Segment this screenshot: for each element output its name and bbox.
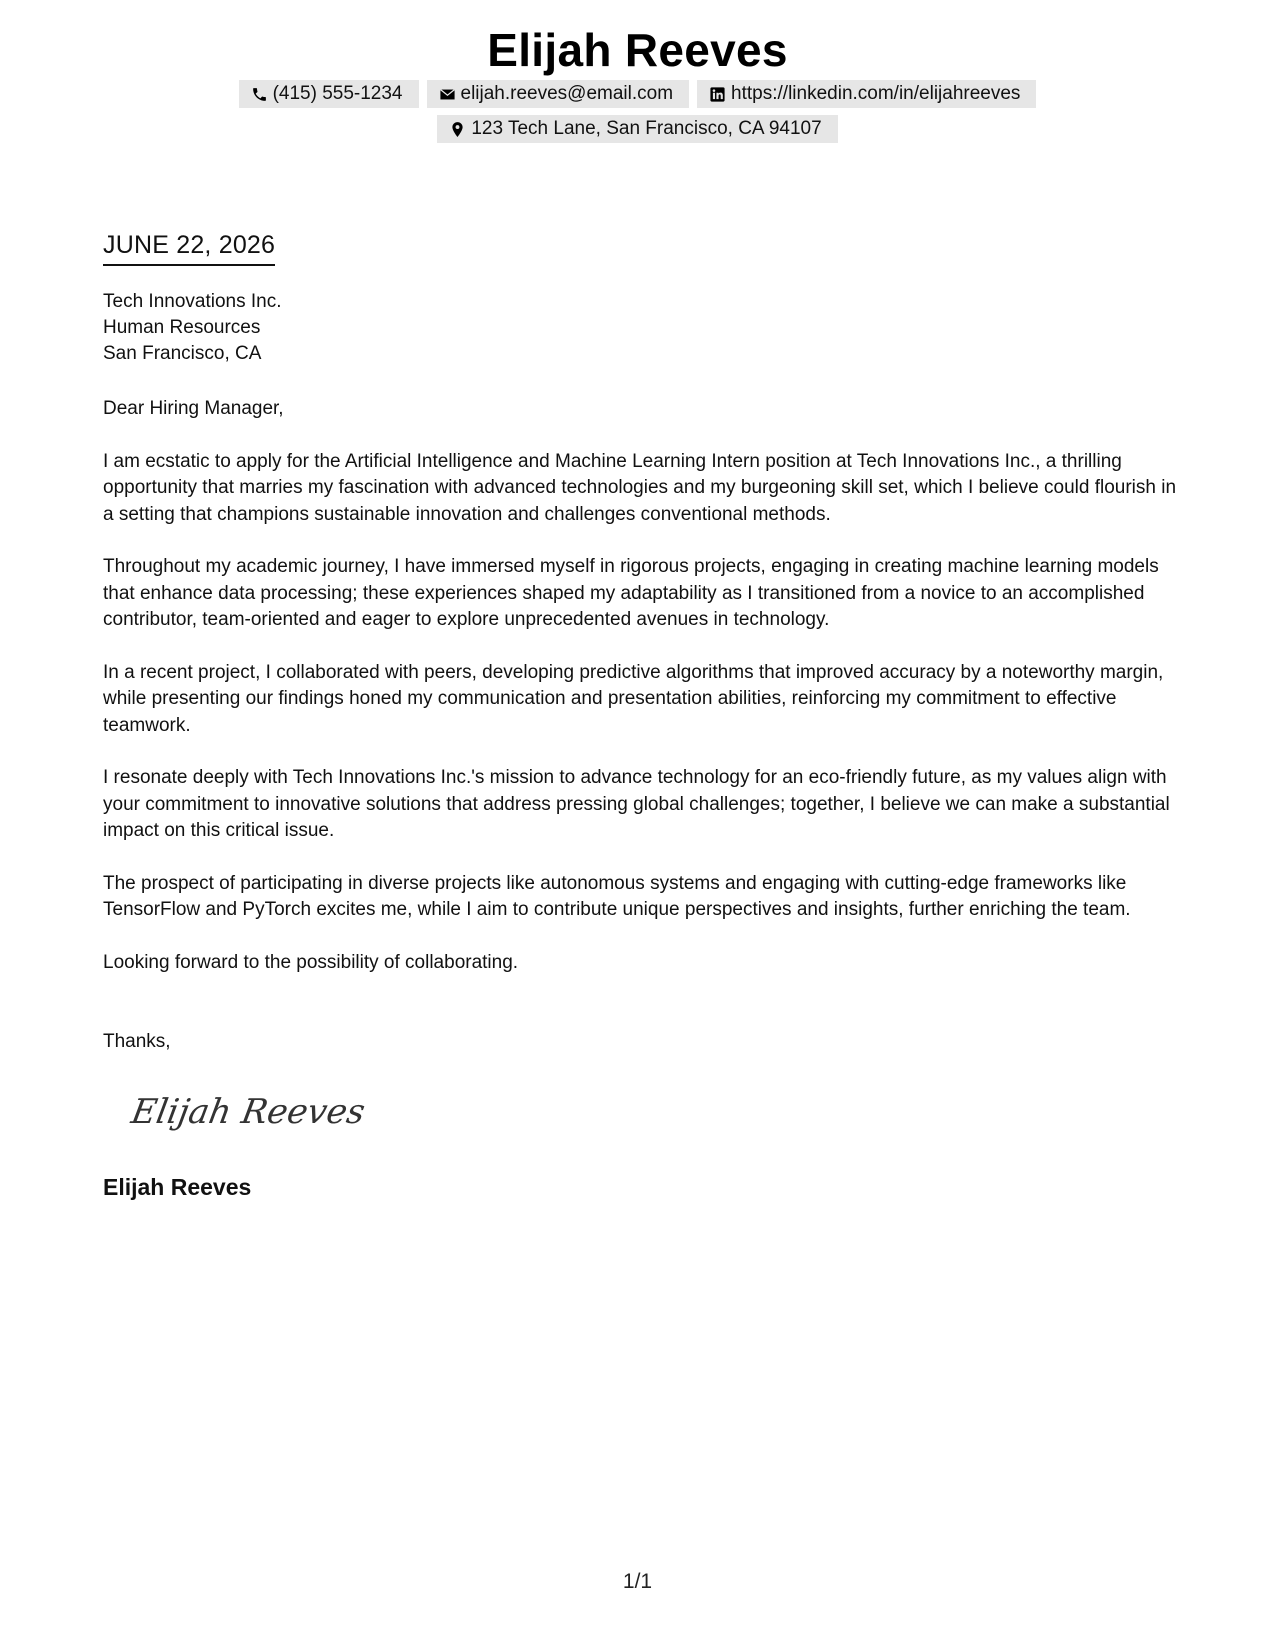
letter-date: JUNE 22, 2026 [103,228,275,266]
envelope-icon [439,86,456,103]
letter-body [103,396,1183,1002]
phone-chip [239,80,419,108]
body-paragraph: I am ecstatic to apply for the Artificial Intelligence and Machine Learning Intern position at Tech Innovations Inc., a thrilling opportunity that marries my fascination with advanced technologies and my burgeoning skill set, which I believe could flourish in a setting that champions sustainable innovation and challenges conventional methods. [103,450,1177,525]
contact-row-2 [0,115,1275,143]
handwritten-signature [128,1083,368,1139]
closing-text: Thanks, [103,1031,171,1052]
address-text: 123 Tech Lane, San Francisco, CA 94107 [471,118,822,139]
contact-row-1 [0,80,1275,108]
linkedin-text: https://linkedin.com/in/elijahreeves [731,83,1021,104]
email-text: elijah.reeves@email.com [460,83,674,104]
body-paragraph: Looking forward to the possibility of collaborating. [103,951,519,973]
signature-text: Elijah Reeves [128,1092,368,1132]
page-number: 1/1 [622,1570,653,1593]
linkedin-icon [709,86,726,103]
email-chip [427,80,690,108]
linkedin-chip [697,80,1036,108]
address-chip [437,115,837,143]
recipient-company: Tech Innovations Inc. [103,291,282,312]
recipient-location: San Francisco, CA [103,343,262,364]
applicant-name: Elijah Reeves [487,24,788,76]
salutation: Dear Hiring Manager, [103,398,284,419]
body-paragraph: Throughout my academic journey, I have immersed myself in rigorous projects, engaging in creating machine learning models that enhance data processing; these experiences shaped my adaptability as I transitioned from a novice to an accomplished contributor, team-oriented and eager to explore unprecedented avenues in technology. [103,556,1159,630]
signer-name: Elijah Reeves [103,1174,252,1200]
map-pin-icon [449,121,466,138]
phone-icon [251,86,268,103]
recipient-department: Human Resources [103,317,261,338]
phone-text: (415) 555-1234 [272,83,403,104]
body-paragraph: I resonate deeply with Tech Innovations Inc.'s mission to advance technology for an eco-friendly future, as my values align with your commitment to innovative solutions that address pressing global challenges; together, I believe we can make a substantial impact on this critical issue. [103,767,1170,841]
body-paragraph: The prospect of participating in diverse projects like autonomous systems and engaging with cutting-edge frameworks like TensorFlow and PyTorch excites me, while I aim to contribute unique perspectives and insights, further enriching the team. [103,872,1131,920]
body-paragraph: In a recent project, I collaborated with peers, developing predictive algorithms that improved accuracy by a noteworthy margin, while presenting our findings honed my communication and presentation abilities, reinforcing my commitment to effective teamwork. [103,661,1164,736]
recipient-block [103,289,282,367]
